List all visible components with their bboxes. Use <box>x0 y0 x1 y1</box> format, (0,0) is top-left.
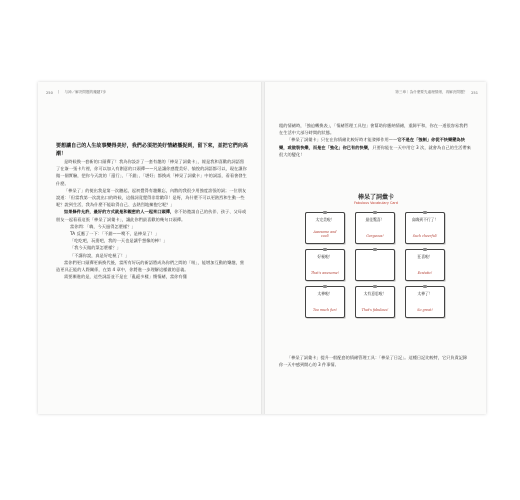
card-cell <box>305 249 345 281</box>
card-cell <box>305 286 345 318</box>
pin-icon <box>373 248 377 251</box>
cell-chinese: 太完美啦！ <box>315 217 335 222</box>
paragraph: 「棒呆了詞彙卡」提升一般配套的情緒管理工具：「棒呆了日記」。這種日記比較特，它只負責記錄你一天中感到開心的 3 件事情。 <box>279 355 468 368</box>
bold-emphasis: 它不是在「強制」你從不快樂變為快樂，或做裝快樂，而是在「強化」你已有的快樂， <box>279 137 465 150</box>
right-page <box>265 82 486 414</box>
book-spread <box>38 82 486 414</box>
paragraph: 是時候換一套新的口頭禪了！我為你設計了一套有趣的「棒呆了詞彙卡」，報是我和喜歡的詞語寫了在簽一張卡片裡，你可以加入有創意的口頭禪——凡是讓你感覺美好、愉悅的詞語都可以，現在讓你做一個實驗，把你今天說的「還行」、「不錯」、「堪好」都換成「棒呆了詞彙卡」中的詞語，看看會發生什麼。 <box>56 159 247 186</box>
right-page-bottom-paragraph <box>279 354 471 368</box>
pin-icon <box>323 248 327 251</box>
dialogue-line: 「吃吃吧，玩耍吧，我的一天也是讓乎想像的棒！」 <box>70 238 168 244</box>
cell-english: Ecstatic! <box>417 271 433 275</box>
card-cell <box>405 286 445 318</box>
dialogue-line: 當你問：「嗨，今天過得怎麼樣？」 <box>70 223 136 229</box>
card-cell <box>355 212 395 244</box>
cell-english: That's fabulous! <box>361 308 389 312</box>
card-cell <box>355 286 395 318</box>
cell-chinese: 狂喜啦！ <box>417 254 433 259</box>
cell-chinese: 最佳驚喜！ <box>365 217 385 222</box>
lead-paragraph: 要想讓自己的人生故事變得美好，我們必須把美好情緒播捉到，留下來，並把它們向高潮！ <box>56 143 248 157</box>
cell-english: Awesome and cool! <box>313 230 337 238</box>
right-page-body <box>279 122 471 158</box>
paragraph <box>279 136 471 158</box>
paragraph: 「棒呆了」的使出我是第一次聽起，起初覺得有趣難忘，內散的我很少用強度誇張的詞；一位朋友說道：「但當我第一次說出口的時候，這個詞竟覺得非常戳印！是呀，為什麼不可以更熱烈和生動一些呢？說到生活，我為什麼不能取得自己、去熱烈地擁抱它呢？」 <box>56 187 247 208</box>
cell-english: That's awesome! <box>310 271 340 275</box>
card-grid <box>305 212 447 322</box>
header-separator: 丨 <box>56 90 61 94</box>
cell-chinese: 好極啦！ <box>317 254 333 259</box>
paragraph: 當你們更口頭禪更新換代後，當所有好玩的新語將成為你們之間的「哏」，能增加互動的樂趣，營造更具正能的人際關係，在第 4 章中，你將進一步理解這樣做的意義。 <box>56 259 245 273</box>
pin-icon <box>423 285 427 288</box>
cell-chinese: 太棒了！ <box>417 291 433 296</box>
pin-icon <box>323 285 327 288</box>
dialogue-line: 「不講你說，真是好吃極了！」 <box>70 252 130 258</box>
paragraph: 粗的情緒時，「強迫轉換表」，「情緒管理工具包」會幫助你應納情緒，重歸平和，你在一道很容易我們在生活中大部分時間的狀態。 <box>279 123 468 136</box>
paragraph: 需要漸進的是，這些詞語並不是在「亂絕多樣」懷情緒，當你有懂 <box>64 274 187 280</box>
right-page-running-title: 第三章｜為什麼要先處理情緒，再解決問題？ <box>395 90 468 94</box>
bold-emphasis: 如果條件允許，最好的方式就是和親密的人一起來口頭禪， <box>64 209 175 215</box>
card-cell <box>405 212 445 244</box>
card-cell <box>305 212 345 244</box>
pin-icon <box>423 211 427 214</box>
left-page-running-title: 与神／解决問題的魔鍵7步 <box>64 90 107 94</box>
left-page-header <box>46 90 106 95</box>
card-cell <box>405 249 445 281</box>
left-page <box>38 82 261 414</box>
cell-english: Such cheerful! <box>412 234 438 238</box>
paragraph-tail: 只要你能在一天中用它 3 次，就會為自己的生活帶來很大的變化！ <box>279 144 471 157</box>
card-subtitle: Fabulous Vocabulary Card <box>354 201 398 205</box>
pin-icon <box>323 211 327 214</box>
dialogue-line: 「我今天做的菜怎麼樣？」 <box>70 245 121 251</box>
cell-chinese: 太有意思啦！ <box>363 291 387 296</box>
left-page-number: 250 <box>46 90 53 95</box>
pin-icon <box>373 211 377 214</box>
pin-icon <box>423 248 427 251</box>
cell-english: Too much fun! <box>312 308 338 312</box>
card-title: 棒呆了詞彙卡 <box>357 194 394 201</box>
cell-chinese: 太棒啦！ <box>317 291 333 296</box>
cell-english: Gorgeous! <box>366 234 384 238</box>
vocabulary-card <box>301 194 451 324</box>
pin-icon <box>373 285 377 288</box>
left-page-body <box>56 142 248 280</box>
right-page-header <box>395 90 478 95</box>
paragraph <box>56 208 248 222</box>
right-page-number: 251 <box>471 90 478 95</box>
cell-english: So great! <box>417 308 433 312</box>
paragraph-lead: 「棒呆了詞彙卡」只在在你情緒比較好時才能發揮作用—— <box>287 137 398 143</box>
dialogue-line: TA 反應了一下：「不錯——噢不，是棒呆了！」 <box>70 231 160 237</box>
paragraph-rest: 你不妨邀請自己的伙伴、孩子、父母或朋友一起看看這張「棒呆了詞彙卡」，讓此你們最喜歡的幾句口頭禪。 <box>56 209 247 222</box>
cell-chinese: 高嗨到不行了！ <box>411 217 439 222</box>
card-cell-blank <box>355 249 395 281</box>
